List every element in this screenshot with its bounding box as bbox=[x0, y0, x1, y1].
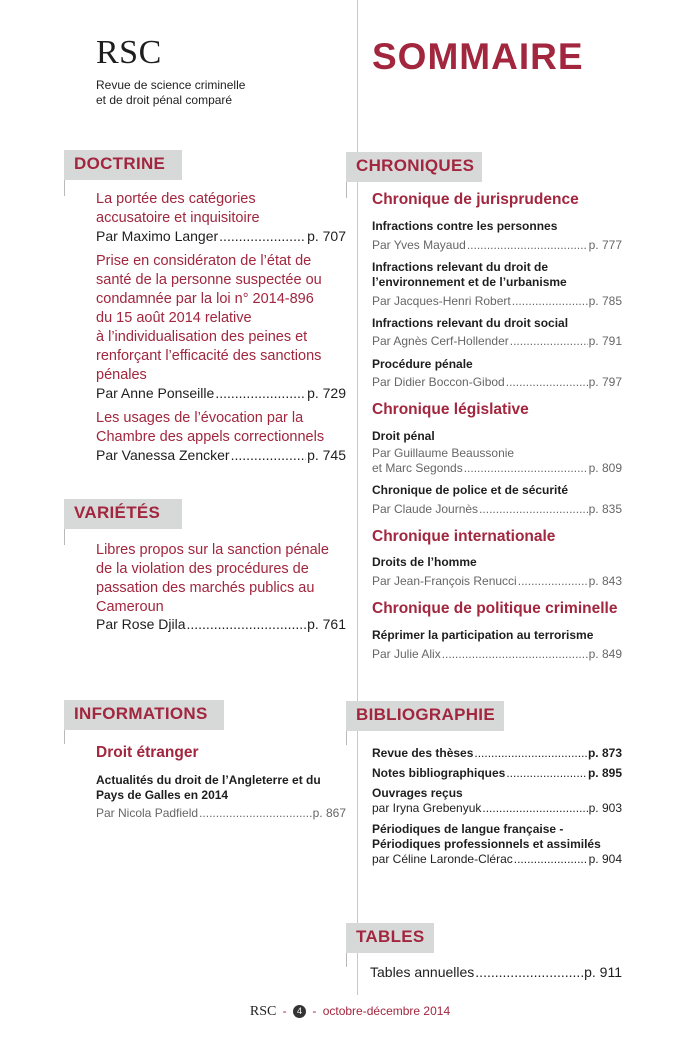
article-author: Par Rose Djila bbox=[96, 616, 186, 632]
section-tick bbox=[64, 730, 65, 744]
chronique-author-line[interactable] bbox=[372, 238, 622, 252]
bibliographie-item[interactable] bbox=[372, 766, 622, 780]
title-line: santé de la personne suspectée ou bbox=[96, 272, 322, 288]
title-line: condamnée par la loi n° 2014-896 bbox=[96, 291, 314, 307]
bibliographie-author: par Céline Laronde-Clérac bbox=[372, 852, 513, 866]
title-line: Droit pénal bbox=[372, 429, 435, 443]
article-author-line[interactable] bbox=[96, 385, 346, 401]
chronique-item-title[interactable] bbox=[372, 628, 632, 643]
chronique-page: p. 797 bbox=[588, 375, 622, 389]
title-line: Droits de l’homme bbox=[372, 555, 477, 569]
section-tick bbox=[64, 180, 65, 196]
title-line: accusatoire et inquisitoire bbox=[96, 210, 260, 226]
article-author: Par Vanessa Zencker bbox=[96, 447, 230, 463]
page-title: SOMMAIRE bbox=[372, 36, 584, 77]
article-author: Par Anne Ponseille bbox=[96, 385, 215, 401]
chronique-page: p. 777 bbox=[588, 238, 622, 252]
title-line: Chronique de police et de sécurité bbox=[372, 483, 569, 497]
title-line: passation des marchés publics au bbox=[96, 580, 315, 596]
bibliographie-label: Notes bibliographiques bbox=[372, 766, 506, 780]
title-line: Libres propos sur la sanction pénale bbox=[96, 542, 329, 558]
chronique-page: p. 809 bbox=[588, 461, 622, 475]
bibliographie-label: Revue des thèses bbox=[372, 746, 474, 760]
section-tick bbox=[346, 953, 347, 967]
title-line: renforçant l’efficacité des sanctions bbox=[96, 348, 322, 364]
footer-separator: - bbox=[312, 1004, 317, 1018]
chronique-heading: Chronique législative bbox=[372, 401, 529, 418]
journal-name-line2: et de droit pénal comparé bbox=[96, 93, 233, 107]
leader-dots bbox=[442, 647, 588, 661]
footer-separator: - bbox=[282, 1004, 287, 1018]
title-line: Périodiques de langue française - bbox=[372, 822, 564, 836]
article-page: p. 745 bbox=[307, 447, 346, 463]
chronique-author: Par Claude Journès bbox=[372, 502, 479, 516]
article-author: Par Nicola Padfield bbox=[96, 806, 199, 820]
title-line: Infractions relevant du droit social bbox=[372, 316, 569, 330]
chronique-author: Par Julie Alix bbox=[372, 647, 441, 661]
chronique-heading: Chronique internationale bbox=[372, 528, 556, 545]
journal-name bbox=[96, 78, 245, 108]
article-page: p. 867 bbox=[312, 806, 346, 820]
section-label-tables: TABLES bbox=[356, 927, 425, 946]
leader-dots bbox=[231, 447, 306, 463]
bibliographie-author-line[interactable] bbox=[372, 801, 622, 815]
bibliographie-page: p. 904 bbox=[588, 852, 622, 866]
title-line: Infractions contre les personnes bbox=[372, 219, 558, 233]
article-author-line[interactable] bbox=[96, 447, 346, 463]
title-line: La portée des catégories bbox=[96, 191, 256, 207]
leader-dots bbox=[506, 375, 588, 389]
leader-dots bbox=[474, 746, 587, 760]
title-line: Périodiques professionnels et assimilés bbox=[372, 837, 601, 851]
tables-item[interactable] bbox=[370, 964, 622, 980]
article-page: p. 707 bbox=[307, 228, 346, 244]
title-line: du 15 août 2014 relative bbox=[96, 310, 252, 326]
footer-journal: RSC bbox=[249, 1004, 277, 1019]
title-line: à l’individualisation des peines et bbox=[96, 329, 308, 345]
chronique-page: p. 843 bbox=[588, 574, 622, 588]
title-line: Réprimer la participation au terrorisme bbox=[372, 628, 594, 642]
chronique-item-title[interactable] bbox=[372, 555, 622, 570]
chronique-author: Par Jean-François Renucci bbox=[372, 574, 517, 588]
bibliographie-page: p. 895 bbox=[587, 766, 622, 780]
section-label-chroniques: CHRONIQUES bbox=[356, 156, 475, 175]
chronique-item-title[interactable] bbox=[372, 357, 622, 372]
chronique-author-line[interactable] bbox=[372, 294, 622, 308]
title-line: Les usages de l’évocation par la bbox=[96, 410, 304, 426]
leader-dots bbox=[186, 616, 306, 632]
informations-heading: Droit étranger bbox=[96, 744, 199, 761]
bibliographie-page: p. 873 bbox=[587, 746, 622, 760]
title-line: Actualités du droit de l’Angleterre et du bbox=[96, 773, 321, 787]
title-line: Chambre des appels correctionnels bbox=[96, 429, 325, 445]
page-footer bbox=[0, 1004, 700, 1020]
chronique-author-line[interactable] bbox=[372, 334, 622, 348]
journal-name-line1: Revue de science criminelle bbox=[96, 78, 246, 92]
title-line: Infractions relevant du droit de bbox=[372, 260, 549, 274]
title-line: Cameroun bbox=[96, 599, 164, 615]
chronique-author-line[interactable] bbox=[372, 375, 622, 389]
chronique-page: p. 835 bbox=[588, 502, 622, 516]
title-line: Procédure pénale bbox=[372, 357, 473, 371]
leader-dots bbox=[219, 228, 306, 244]
footer-date: octobre-décembre 2014 bbox=[322, 1004, 451, 1018]
chronique-item-title[interactable] bbox=[372, 260, 622, 290]
article-title[interactable] bbox=[96, 190, 356, 228]
chronique-author: Par Yves Mayaud bbox=[372, 238, 466, 252]
bibliographie-item-title[interactable] bbox=[372, 786, 622, 801]
leader-dots bbox=[506, 766, 587, 780]
journal-logo: RSC bbox=[96, 34, 162, 71]
title-line: de la violation des procédures de bbox=[96, 561, 309, 577]
leader-dots bbox=[479, 502, 588, 516]
article-title[interactable] bbox=[96, 252, 356, 385]
article-title[interactable] bbox=[96, 541, 356, 617]
leader-dots bbox=[199, 806, 312, 820]
article-title[interactable] bbox=[96, 773, 356, 803]
chronique-author: Par Jacques-Henri Robert bbox=[372, 294, 511, 308]
section-tick bbox=[64, 529, 65, 545]
leader-dots bbox=[215, 385, 306, 401]
column-divider bbox=[357, 0, 358, 995]
article-page: p. 729 bbox=[307, 385, 346, 401]
chronique-author: Par Didier Boccon-Gibod bbox=[372, 375, 505, 389]
article-author-line[interactable] bbox=[96, 228, 346, 244]
leader-dots bbox=[510, 334, 588, 348]
chronique-item-title[interactable] bbox=[372, 316, 622, 331]
tables-page: p. 911 bbox=[584, 964, 622, 980]
leader-dots bbox=[518, 574, 588, 588]
bibliographie-page: p. 903 bbox=[588, 801, 622, 815]
chronique-author-first-line: Par Guillaume Beaussonie bbox=[372, 446, 515, 460]
chronique-heading: Chronique de politique criminelle bbox=[372, 600, 618, 617]
chronique-author-line[interactable] bbox=[372, 502, 622, 516]
article-author-line[interactable] bbox=[96, 806, 346, 820]
bibliographie-item-title[interactable] bbox=[372, 822, 632, 852]
leader-dots bbox=[467, 238, 588, 252]
chronique-author: Par Agnès Cerf-Hollender bbox=[372, 334, 509, 348]
section-label-bibliographie: BIBLIOGRAPHIE bbox=[356, 705, 495, 724]
article-page: p. 761 bbox=[307, 616, 346, 632]
chronique-author: et Marc Segonds bbox=[372, 461, 463, 475]
section-tick bbox=[346, 182, 347, 198]
chronique-author-line[interactable] bbox=[372, 461, 622, 475]
chronique-author-line[interactable] bbox=[372, 647, 622, 661]
chronique-page: p. 849 bbox=[588, 647, 622, 661]
article-title[interactable] bbox=[96, 409, 356, 447]
title-line: pénales bbox=[96, 367, 147, 383]
leader-dots bbox=[514, 852, 588, 866]
leader-dots bbox=[482, 801, 587, 815]
article-author-line[interactable] bbox=[96, 616, 346, 632]
title-line: Pays de Galles en 2014 bbox=[96, 788, 229, 802]
leader-dots bbox=[512, 294, 588, 308]
section-label-doctrine: DOCTRINE bbox=[74, 154, 166, 173]
section-label-informations: INFORMATIONS bbox=[74, 704, 208, 723]
title-line: Prise en considératon de l’état de bbox=[96, 253, 312, 269]
article-author: Par Maximo Langer bbox=[96, 228, 219, 244]
section-label-varietes: VARIÉTÉS bbox=[74, 503, 161, 522]
bibliographie-item[interactable] bbox=[372, 746, 622, 760]
chronique-page: p. 791 bbox=[588, 334, 622, 348]
chronique-item-title[interactable] bbox=[372, 483, 622, 498]
leader-dots bbox=[464, 461, 588, 475]
bibliographie-author: par Iryna Grebenyuk bbox=[372, 801, 482, 815]
bibliographie-author-line[interactable] bbox=[372, 852, 622, 866]
issue-number-badge: 4 bbox=[293, 1005, 306, 1018]
title-line: l’environnement et de l’urbanisme bbox=[372, 275, 567, 289]
leader-dots bbox=[475, 964, 583, 980]
chronique-page: p. 785 bbox=[588, 294, 622, 308]
bibliographie-label: Ouvrages reçus bbox=[372, 786, 463, 800]
chronique-author-line[interactable] bbox=[372, 574, 622, 588]
chronique-heading: Chronique de jurisprudence bbox=[372, 191, 579, 208]
chronique-item-title[interactable] bbox=[372, 219, 622, 234]
section-tick bbox=[346, 731, 347, 745]
chronique-item-title[interactable] bbox=[372, 429, 622, 444]
tables-label: Tables annuelles bbox=[370, 964, 475, 980]
